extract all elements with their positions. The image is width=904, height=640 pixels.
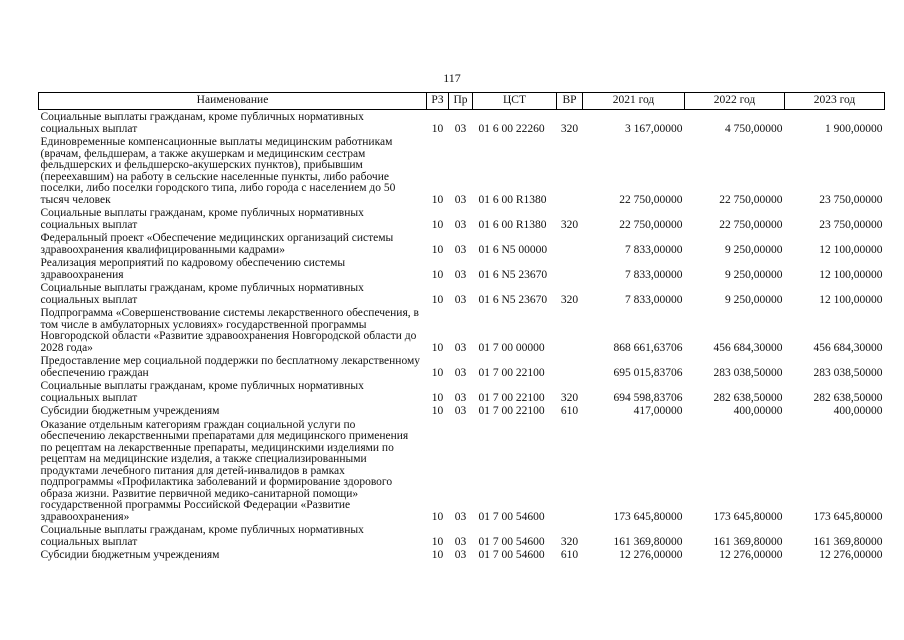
header-name: Наименование bbox=[39, 93, 427, 110]
row-cst: 01 7 00 22100 bbox=[478, 366, 545, 379]
row-2022: 161 369,80000 bbox=[713, 535, 783, 548]
row-vr bbox=[557, 354, 583, 379]
row-rz: 10 bbox=[431, 341, 444, 354]
row-name: Социальные выплаты гражданам, кроме публичных нормативных социальных выплат bbox=[40, 380, 364, 404]
row-vr: 320 bbox=[560, 391, 579, 404]
row-2023: 23 750,00000 bbox=[819, 218, 883, 231]
row-pr: 03 bbox=[454, 218, 467, 231]
table-row bbox=[39, 281, 885, 306]
row-2021: 417,00000 bbox=[633, 405, 683, 417]
row-2021: 173 645,80000 bbox=[613, 510, 683, 523]
row-rz: 10 bbox=[431, 193, 444, 206]
row-2023: 12 100,00000 bbox=[819, 293, 883, 306]
table-row bbox=[39, 206, 885, 231]
row-2023: 161 369,80000 bbox=[813, 535, 883, 548]
row-cst: 01 6 N5 23670 bbox=[478, 268, 548, 281]
table-row bbox=[39, 110, 885, 136]
row-rz: 10 bbox=[431, 405, 444, 417]
header-rz: РЗ bbox=[427, 93, 449, 110]
row-cst: 01 7 00 54600 bbox=[478, 535, 545, 548]
row-name: Предоставление мер социальной поддержки по бесплатному лекарственному обеспечению граждан bbox=[40, 355, 421, 379]
row-2021: 7 833,00000 bbox=[625, 293, 683, 306]
row-rz: 10 bbox=[431, 243, 444, 256]
table-row bbox=[39, 548, 885, 562]
row-rz: 10 bbox=[431, 122, 444, 135]
row-2023: 12 276,00000 bbox=[819, 549, 883, 561]
row-cst: 01 6 00 22260 bbox=[478, 122, 545, 135]
header-cst: ЦСТ bbox=[473, 93, 557, 110]
row-2022: 173 645,80000 bbox=[713, 510, 783, 523]
table-row bbox=[39, 135, 885, 206]
row-vr: 610 bbox=[560, 549, 579, 561]
row-rz: 10 bbox=[431, 535, 444, 548]
row-name: Социальные выплаты гражданам, кроме публичных нормативных социальных выплат bbox=[40, 524, 364, 548]
table-row bbox=[39, 404, 885, 418]
row-2021: 22 750,00000 bbox=[619, 193, 683, 206]
row-name: Социальные выплаты гражданам, кроме публичных нормативных социальных выплат bbox=[40, 282, 364, 306]
row-2021: 22 750,00000 bbox=[619, 218, 683, 231]
row-2022: 283 038,50000 bbox=[713, 366, 783, 379]
table-row bbox=[39, 354, 885, 379]
row-name: Подпрограмма «Совершенствование системы лекарственного обеспечения, в том числе в амбулаторных условиях» государственной программы Новгородской области «Развитие здравоохранения Новгородской области до 2028 года» bbox=[40, 307, 419, 354]
table-row bbox=[39, 379, 885, 404]
row-2021: 12 276,00000 bbox=[619, 549, 683, 561]
row-cst: 01 6 N5 23670 bbox=[478, 293, 548, 306]
row-2021: 7 833,00000 bbox=[625, 268, 683, 281]
header-2021: 2021 год bbox=[583, 93, 685, 110]
row-2022: 9 250,00000 bbox=[725, 268, 783, 281]
row-name: Федеральный проект «Обеспечение медицинских организаций системы здравоохранения квалифицированными кадрами» bbox=[40, 232, 394, 256]
row-cst: 01 7 00 22100 bbox=[478, 405, 545, 417]
row-2022: 4 750,00000 bbox=[725, 122, 783, 135]
row-2022: 456 684,30000 bbox=[713, 341, 783, 354]
row-2023: 283 038,50000 bbox=[813, 366, 883, 379]
row-name: Единовременные компенсационные выплаты медицинским работникам (врачам, фельдшерам, а также акушеркам и медицинским сестрам фельдшерских и фельдшерско-акушерских пунктов), прибывшим (переехавшим) на работу в сельские населенные пункты, либо рабочие поселки, либо поселки городского типа, либо города с населением до 50 тысяч человек bbox=[40, 136, 396, 206]
row-vr bbox=[557, 231, 583, 256]
row-2023: 456 684,30000 bbox=[813, 341, 883, 354]
row-pr: 03 bbox=[454, 122, 467, 135]
row-pr: 03 bbox=[454, 391, 467, 404]
row-rz: 10 bbox=[431, 391, 444, 404]
table-row bbox=[39, 256, 885, 281]
row-2021: 3 167,00000 bbox=[625, 122, 683, 135]
page-number: 117 bbox=[443, 71, 461, 85]
row-vr: 320 bbox=[560, 122, 579, 135]
row-pr: 03 bbox=[454, 293, 467, 306]
row-cst: 01 7 00 54600 bbox=[478, 510, 545, 523]
row-rz: 10 bbox=[431, 293, 444, 306]
row-cst: 01 6 00 R1380 bbox=[478, 193, 547, 206]
row-vr: 320 bbox=[560, 535, 579, 548]
row-2021: 868 661,63706 bbox=[613, 341, 683, 354]
row-pr: 03 bbox=[454, 193, 467, 206]
row-2021: 161 369,80000 bbox=[613, 535, 683, 548]
row-pr: 03 bbox=[454, 366, 467, 379]
row-vr: 320 bbox=[560, 218, 579, 231]
row-name: Социальные выплаты гражданам, кроме публичных нормативных социальных выплат bbox=[40, 207, 364, 231]
header-pr: Пр bbox=[449, 93, 473, 110]
table-row bbox=[39, 231, 885, 256]
row-name: Социальные выплаты гражданам, кроме публичных нормативных социальных выплат bbox=[40, 111, 364, 135]
table-row bbox=[39, 418, 885, 524]
row-rz: 10 bbox=[431, 218, 444, 231]
row-name: Субсидии бюджетным учреждениям bbox=[40, 405, 220, 417]
header-2023: 2023 год bbox=[785, 93, 885, 110]
row-name: Оказание отдельным категориям граждан социальной услуги по обеспечению лекарственными препаратами для медицинского применения по рецептам на лекарственные препараты, медицинскими изделиями по рецептам на медицинские изделия, а также специализированными продуктами лечебного питания для детей-инвалидов в рамках подпрограммы «Профилактика заболеваний и формирование здорового образа жизни. Развитие первичной медико-санитарной помощи» государственной программы Российской Федерации «Развитие здравоохранения» bbox=[40, 418, 409, 523]
table-row bbox=[39, 523, 885, 548]
row-2022: 282 638,50000 bbox=[713, 391, 783, 404]
row-2023: 12 100,00000 bbox=[819, 243, 883, 256]
row-pr: 03 bbox=[454, 549, 467, 561]
row-rz: 10 bbox=[431, 510, 444, 523]
row-2021: 694 598,83706 bbox=[613, 391, 683, 404]
row-pr: 03 bbox=[454, 535, 467, 548]
row-2022: 400,00000 bbox=[733, 405, 783, 417]
header-vr: ВР bbox=[557, 93, 583, 110]
row-2023: 23 750,00000 bbox=[819, 193, 883, 206]
row-2021: 695 015,83706 bbox=[613, 366, 683, 379]
row-vr bbox=[557, 135, 583, 206]
row-cst: 01 7 00 22100 bbox=[478, 391, 545, 404]
row-rz: 10 bbox=[431, 268, 444, 281]
row-2023: 282 638,50000 bbox=[813, 391, 883, 404]
row-2023: 1 900,00000 bbox=[825, 122, 883, 135]
budget-table bbox=[38, 92, 885, 562]
row-2022: 9 250,00000 bbox=[725, 293, 783, 306]
row-vr: 320 bbox=[560, 293, 579, 306]
row-cst: 01 7 00 54600 bbox=[478, 549, 545, 561]
row-cst: 01 7 00 00000 bbox=[478, 341, 545, 354]
row-2023: 173 645,80000 bbox=[813, 510, 883, 523]
row-cst: 01 6 00 R1380 bbox=[478, 218, 547, 231]
row-2022: 22 750,00000 bbox=[719, 218, 783, 231]
row-vr bbox=[557, 256, 583, 281]
header-2022: 2022 год bbox=[685, 93, 785, 110]
row-vr bbox=[557, 306, 583, 354]
row-pr: 03 bbox=[454, 268, 467, 281]
row-cst: 01 6 N5 00000 bbox=[478, 243, 548, 256]
table-row bbox=[39, 306, 885, 354]
table-header-row bbox=[39, 93, 885, 110]
row-2022: 9 250,00000 bbox=[725, 243, 783, 256]
row-rz: 10 bbox=[431, 549, 444, 561]
row-vr bbox=[557, 418, 583, 524]
row-vr: 610 bbox=[560, 405, 579, 417]
row-2023: 12 100,00000 bbox=[819, 268, 883, 281]
row-pr: 03 bbox=[454, 510, 467, 523]
row-pr: 03 bbox=[454, 405, 467, 417]
row-2021: 7 833,00000 bbox=[625, 243, 683, 256]
table-body bbox=[39, 110, 885, 562]
row-name: Субсидии бюджетным учреждениям bbox=[40, 549, 220, 561]
row-rz: 10 bbox=[431, 366, 444, 379]
row-2022: 22 750,00000 bbox=[719, 193, 783, 206]
row-2022: 12 276,00000 bbox=[719, 549, 783, 561]
row-pr: 03 bbox=[454, 243, 467, 256]
row-name: Реализация мероприятий по кадровому обеспечению системы здравоохранения bbox=[40, 257, 346, 281]
row-pr: 03 bbox=[454, 341, 467, 354]
row-2023: 400,00000 bbox=[833, 405, 883, 417]
